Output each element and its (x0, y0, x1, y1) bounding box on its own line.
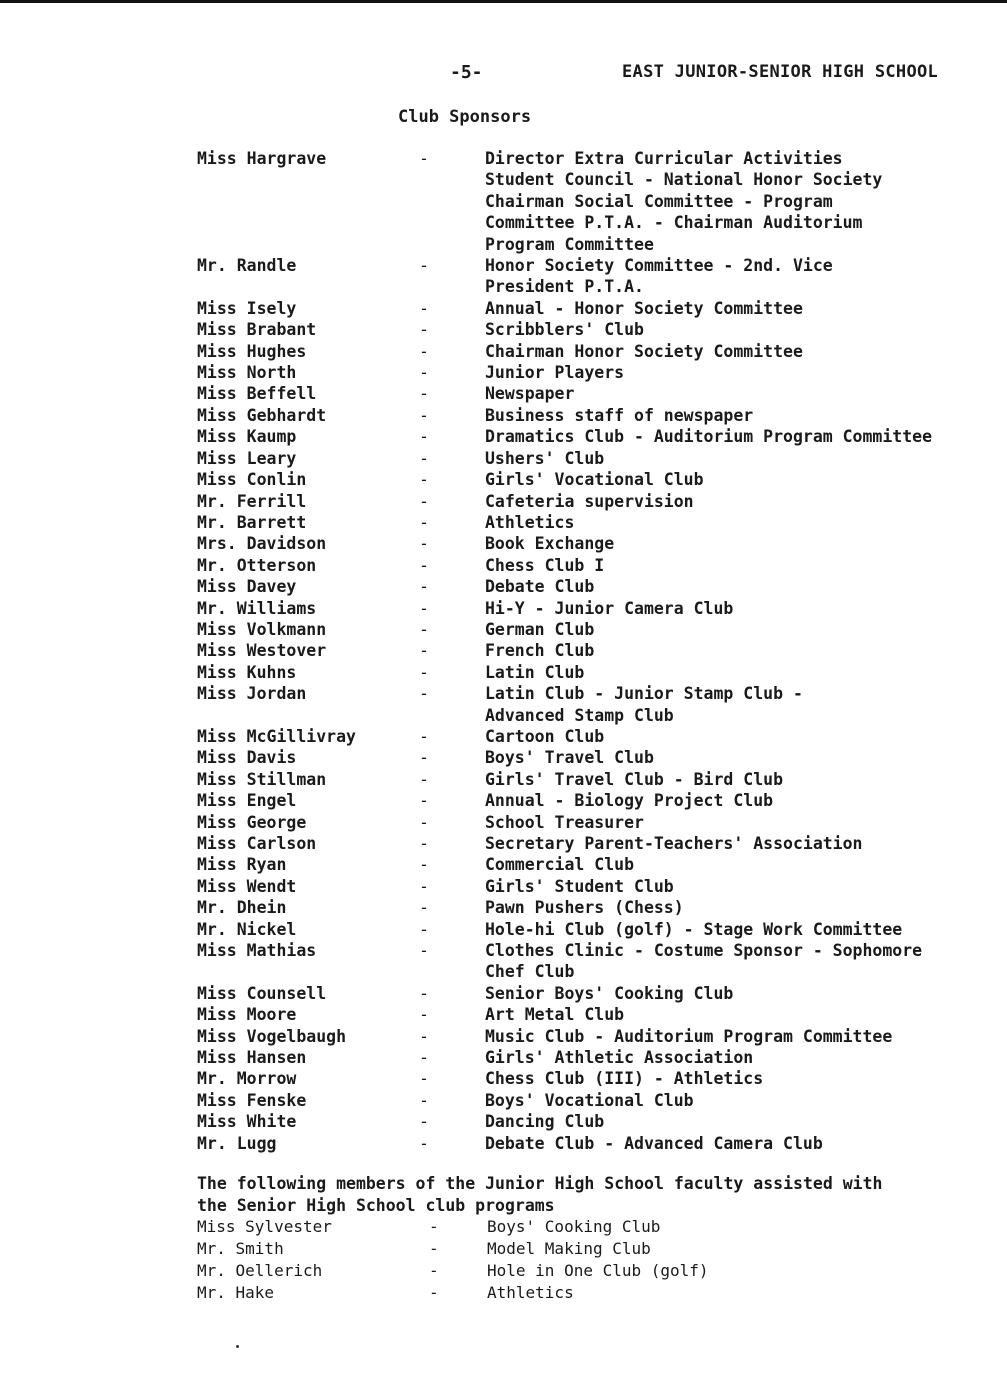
sponsor-activity: Director Extra Curricular Activities Student Council - National Honor Society Chairman Social Committee - Program Committee P.T.A. - Chairman Auditorium Program Committee (485, 149, 883, 254)
sponsor-row (197, 1111, 987, 1132)
sponsor-name: Miss Beffell (197, 384, 317, 404)
sponsor-activity: Athletics (485, 512, 575, 532)
separator-dash: - (419, 320, 429, 340)
sponsor-name: Miss Davey (197, 577, 297, 597)
separator-dash: - (419, 919, 429, 939)
sponsor-activity: Cartoon Club (485, 726, 605, 746)
sponsor-row (197, 640, 987, 661)
separator-dash: - (419, 298, 429, 318)
sponsor-activity: Chairman Honor Society Committee (485, 341, 803, 361)
sponsor-activity: Girls' Travel Club - Bird Club (485, 769, 784, 789)
sponsor-activity: Athletics (487, 1283, 574, 1302)
sponsor-name: Miss Carlson (197, 834, 317, 853)
sponsor-activity: Girls' Student Club (485, 876, 674, 896)
separator-dash: - (419, 619, 429, 639)
sponsor-row (197, 769, 987, 790)
sponsor-row (197, 1026, 987, 1047)
separator-dash: - (419, 427, 429, 447)
sponsor-row (197, 426, 987, 447)
separator-dash: - (419, 876, 429, 896)
sponsor-name: Mr. Ferrill (197, 491, 307, 511)
sponsor-row (197, 1047, 987, 1068)
separator-dash: - (419, 641, 429, 661)
sponsor-name: Miss Ryan (197, 855, 287, 875)
separator-dash: - (419, 470, 429, 490)
separator-dash: - (419, 769, 429, 789)
sponsor-row (197, 362, 987, 383)
sponsor-row (197, 598, 987, 619)
sponsor-row (197, 298, 987, 319)
separator-dash: - (429, 1283, 439, 1302)
separator-dash: - (419, 1048, 429, 1068)
sponsor-name: Miss Wendt (197, 876, 297, 896)
sponsor-row (197, 876, 987, 897)
sponsor-activity: Art Metal Club (485, 1005, 625, 1025)
sponsor-row (197, 1260, 957, 1282)
sponsor-activity: Girls' Vocational Club (485, 470, 704, 490)
sponsor-activity: Dancing Club (485, 1112, 605, 1132)
sponsor-activity: Dramatics Club - Auditorium Program Committee (485, 427, 933, 447)
sponsor-name: Mrs. Davidson (197, 534, 327, 554)
separator-dash: - (419, 384, 429, 404)
separator-dash: - (419, 898, 429, 918)
sponsor-activity: Latin Club (485, 662, 585, 682)
sponsor-name: Miss Counsell (197, 983, 327, 1003)
sponsor-row (197, 662, 987, 683)
sponsor-row (197, 619, 987, 640)
sponsor-row (197, 1238, 957, 1260)
sponsor-activity: Hi-Y - Junior Camera Club (485, 598, 734, 618)
sponsor-activity: Annual - Biology Project Club (485, 791, 774, 811)
sponsor-name: Mr. Morrow (197, 1069, 297, 1089)
sponsor-activity: Book Exchange (485, 534, 615, 554)
sponsor-activity: German Club (485, 619, 595, 639)
sponsor-row (197, 854, 987, 875)
sponsor-activity: Boys' Cooking Club (487, 1217, 661, 1236)
separator-dash: - (419, 555, 429, 575)
sponsor-row (197, 790, 987, 811)
separator-dash: - (419, 748, 429, 768)
sponsor-name: Mr. Otterson (197, 555, 317, 575)
sponsor-name: Miss Hughes (197, 341, 307, 361)
separator-dash: - (419, 1069, 429, 1089)
separator-dash: - (419, 855, 429, 875)
sponsor-name: Miss Moore (197, 1005, 297, 1025)
sponsor-activity: Chess Club I (485, 555, 605, 575)
top-border (0, 0, 1007, 3)
sponsor-name: Mr. Barrett (197, 512, 307, 532)
sponsor-activity: Girls' Athletic Association (485, 1048, 754, 1068)
separator-dash: - (419, 341, 429, 361)
sponsor-name: Miss White (197, 1112, 297, 1132)
sponsor-activity: Music Club - Auditorium Program Committee (485, 1026, 893, 1046)
sponsor-row (197, 555, 987, 576)
sponsor-activity: Secretary Parent-Teachers' Association (485, 834, 863, 853)
sponsor-activity: Clothes Clinic - Costume Sponsor - Sophomore Chef Club (485, 941, 923, 982)
sponsor-list (197, 148, 987, 1154)
sponsor-name: Miss Mathias (197, 941, 317, 961)
sponsor-name: Mr. Smith (197, 1239, 284, 1258)
sponsor-name: Miss Brabant (197, 320, 317, 340)
sponsor-name: Miss Kuhns (197, 662, 297, 682)
separator-dash: - (419, 149, 429, 168)
page-number: -5- (450, 62, 483, 83)
sponsor-name: Mr. Hake (197, 1283, 275, 1302)
sponsor-activity: Cafeteria supervision (485, 491, 694, 511)
sponsor-row (197, 533, 987, 554)
sponsor-row (197, 1004, 987, 1025)
separator-dash: - (419, 512, 429, 532)
page-title: Club Sponsors (398, 107, 532, 127)
sponsor-name: Mr. Nickel (197, 919, 297, 939)
school-name: EAST JUNIOR-SENIOR HIGH SCHOOL (622, 62, 939, 82)
separator-dash: - (419, 405, 429, 425)
separator-dash: - (419, 1005, 429, 1025)
sponsor-name: Mr. Lugg (197, 1133, 277, 1153)
sponsor-row (197, 1216, 957, 1238)
separator-dash: - (419, 448, 429, 468)
paper-speck (236, 1345, 239, 1348)
separator-dash: - (429, 1261, 439, 1280)
sponsor-row (197, 1282, 957, 1304)
sponsor-name: Miss Jordan (197, 684, 307, 704)
sponsor-row (197, 469, 987, 490)
sponsor-name: Mr. Williams (197, 598, 317, 618)
sponsor-row (197, 255, 987, 298)
sponsor-name: Miss Stillman (197, 769, 327, 789)
sponsor-activity: Senior Boys' Cooking Club (485, 983, 734, 1003)
sponsor-activity: Pawn Pushers (Chess) (485, 898, 684, 918)
separator-dash: - (419, 534, 429, 554)
sponsor-row (197, 1068, 987, 1089)
sponsor-name: Miss Hargrave (197, 149, 327, 168)
sponsor-name: Miss Engel (197, 791, 297, 811)
sponsor-name: Miss Kaump (197, 427, 297, 447)
separator-dash: - (419, 1026, 429, 1046)
separator-dash: - (419, 598, 429, 618)
sponsor-row (197, 405, 987, 426)
sponsor-name: Mr. Randle (197, 256, 297, 276)
sponsor-name: Miss Davis (197, 748, 297, 768)
sponsor-row (197, 833, 987, 854)
sponsor-activity: Scribblers' Club (485, 320, 644, 340)
separator-dash: - (419, 1133, 429, 1153)
sponsor-name: Mr. Oellerich (197, 1261, 323, 1280)
sponsor-activity: Business staff of newspaper (485, 405, 754, 425)
sponsor-row (197, 726, 987, 747)
sponsor-row (197, 747, 987, 768)
separator-dash: - (429, 1217, 439, 1236)
sponsor-name: Miss North (197, 363, 297, 383)
sponsor-name: Miss Gebhardt (197, 405, 327, 425)
sponsor-activity: Model Making Club (487, 1239, 651, 1258)
separator-dash: - (419, 256, 429, 276)
separator-dash: - (419, 726, 429, 746)
sponsor-name: Miss Volkmann (197, 619, 327, 639)
sponsor-name: Miss Fenske (197, 1090, 307, 1110)
separator-dash: - (419, 834, 429, 853)
sponsor-row (197, 983, 987, 1004)
separator-dash: - (419, 491, 429, 511)
sponsor-activity: Newspaper (485, 384, 575, 404)
sponsor-row (197, 148, 987, 255)
separator-dash: - (419, 812, 429, 832)
sponsor-name: Miss Sylvester (197, 1217, 332, 1236)
separator-dash: - (419, 662, 429, 682)
sponsor-name: Miss Westover (197, 641, 327, 661)
separator-dash: - (429, 1239, 439, 1258)
sponsor-name: Miss Hansen (197, 1048, 307, 1068)
sponsor-row (197, 1090, 987, 1111)
sponsor-row (197, 512, 987, 533)
sponsor-name: Miss Conlin (197, 470, 307, 490)
sponsor-name: Miss Isely (197, 298, 297, 318)
separator-dash: - (419, 363, 429, 383)
sponsor-activity: French Club (485, 641, 595, 661)
separator-dash: - (419, 983, 429, 1003)
sponsor-row (197, 683, 987, 726)
sponsor-name: Mr. Dhein (197, 898, 287, 918)
sponsor-row (197, 812, 987, 833)
junior-sponsor-list (197, 1216, 957, 1304)
sponsor-activity: Junior Players (485, 363, 625, 383)
separator-dash: - (419, 1112, 429, 1132)
sponsor-activity: Honor Society Committee - 2nd. Vice President P.T.A. (485, 256, 833, 297)
sponsor-activity: Hole-hi Club (golf) - Stage Work Committee (485, 919, 903, 939)
separator-dash: - (419, 577, 429, 597)
sponsor-activity: Commercial Club (485, 855, 635, 875)
sponsor-row (197, 448, 987, 469)
sponsor-activity: Boys' Vocational Club (485, 1090, 694, 1110)
sponsor-row (197, 1133, 987, 1154)
sponsor-activity: Ushers' Club (485, 448, 605, 468)
sponsor-activity: Boys' Travel Club (485, 748, 654, 768)
sponsor-row (197, 491, 987, 512)
sponsor-activity: Latin Club - Junior Stamp Club - Advanced Stamp Club (485, 684, 803, 725)
sponsor-activity: Annual - Honor Society Committee (485, 298, 803, 318)
sponsor-name: Miss McGillivray (197, 726, 356, 746)
sponsor-activity: Debate Club (485, 577, 595, 597)
sponsor-row (197, 940, 987, 983)
sponsor-row (197, 919, 987, 940)
sponsor-row (197, 576, 987, 597)
sponsor-row (197, 341, 987, 362)
separator-dash: - (419, 684, 429, 704)
sponsor-name: Miss Leary (197, 448, 297, 468)
sponsor-row (197, 897, 987, 918)
sponsor-activity: Chess Club (III) - Athletics (485, 1069, 764, 1089)
junior-faculty-intro: The following members of the Junior High School faculty assisted with the Senior High School club programs (197, 1174, 883, 1215)
separator-dash: - (419, 791, 429, 811)
sponsor-row (197, 319, 987, 340)
sponsor-activity: Hole in One Club (golf) (487, 1261, 709, 1280)
separator-dash: - (419, 1090, 429, 1110)
sponsor-activity: School Treasurer (485, 812, 644, 832)
sponsor-name: Miss George (197, 812, 307, 832)
sponsor-name: Miss Vogelbaugh (197, 1026, 347, 1046)
sponsor-activity: Debate Club - Advanced Camera Club (485, 1133, 823, 1153)
separator-dash: - (419, 941, 429, 961)
sponsor-row (197, 383, 987, 404)
